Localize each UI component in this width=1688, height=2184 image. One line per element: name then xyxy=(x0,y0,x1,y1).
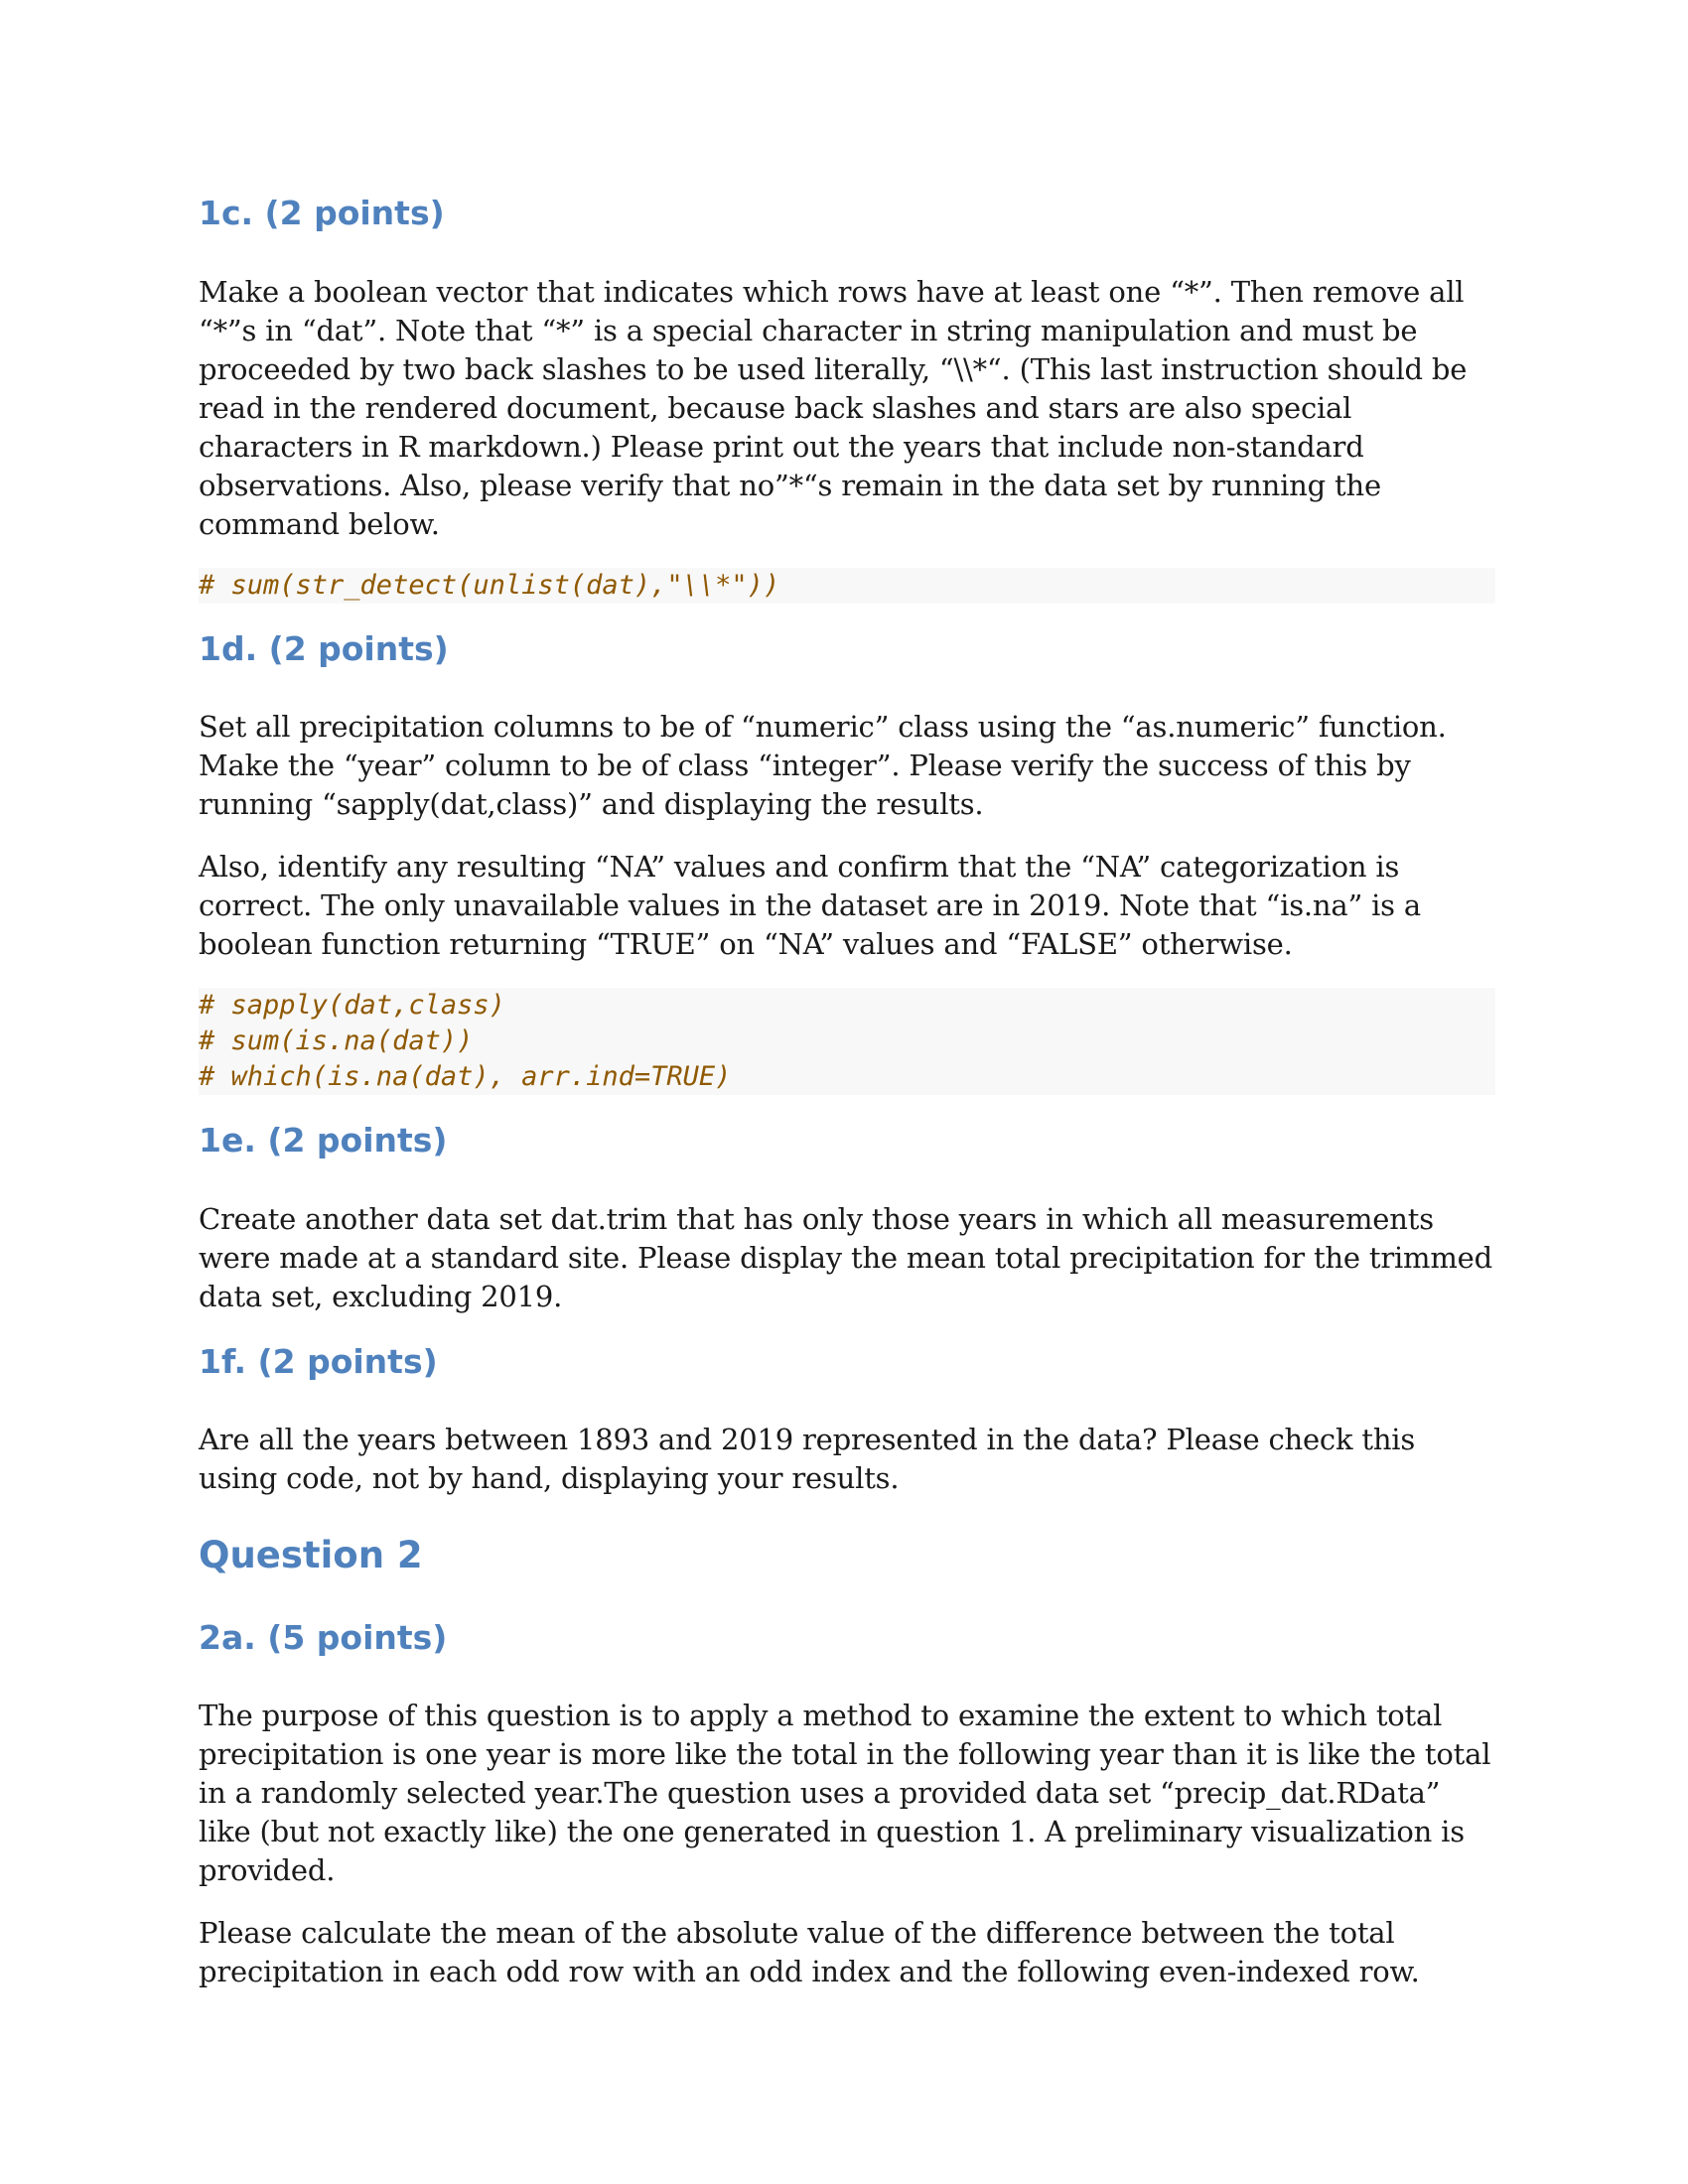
paragraph-1d-1: Set all precipitation columns to be of “numeric” class using the “as.numeric” function. Make the “year” column to be of class “integer”. Please verify the success of this by running “sapply(dat,class)” and displaying the results. xyxy=(199,710,1447,822)
paragraph-1e: Create another data set dat.trim that has only those years in which all measurements were made at a standard site. Please display the mean total precipitation for the trimmed data set, excluding 2019. xyxy=(199,1201,1492,1313)
code-line: # sum(is.na(dat)) xyxy=(199,1025,474,1057)
heading-1f: 1f. (2 points) xyxy=(199,1341,438,1381)
code-line: # sapply(dat,class) xyxy=(199,990,505,1022)
code-block-1d xyxy=(199,988,1495,1095)
heading-2a: 2a. (5 points) xyxy=(199,1617,448,1657)
heading-1d: 1d. (2 points) xyxy=(199,628,449,668)
heading-1c: 1c. (2 points) xyxy=(199,194,445,232)
paragraph-1c: Make a boolean vector that indicates which rows have at least one “*”. Then remove all “*”s in “dat”. Note that “*” is a special character in string manipulation and must be proceeded by two back slashes to be used literally, “\\*“. (This last instruction should be read in the rendered document, because back slashes and stars are also special characters in R markdown.) Please print out the years that include non-standard observations. Also, please verify that no”*“s remain in the data set by running the command below. xyxy=(199,274,1468,541)
code-line: # sum(str_detect(unlist(dat),"\\*")) xyxy=(199,569,780,601)
heading-question-2: Question 2 xyxy=(199,1534,423,1577)
code-block-1c xyxy=(199,568,1495,604)
paragraph-2a-1: The purpose of this question is to apply a method to examine the extent to which total precipitation is one year is more like the total in the following year than it is like the total in a randomly selected year.The question uses a provided data set “precip_dat.RData” like (but not exactly like) the one generated in question 1. A preliminary visualization is provided. xyxy=(199,1699,1491,1888)
heading-1e: 1e. (2 points) xyxy=(199,1121,448,1160)
paragraph-1f: Are all the years between 1893 and 2019 represented in the data? Please check this using code, not by hand, displaying your results. xyxy=(199,1423,1416,1496)
paragraph-2a-2: Please calculate the mean of the absolute value of the difference between the total precipitation in each odd row with an odd index and the following even-indexed row. xyxy=(199,1916,1420,1989)
paragraph-1d-2: Also, identify any resulting “NA” values and confirm that the “NA” categorization is correct. The only unavailable values in the dataset are in 2019. Note that “is.na” is a boolean function returning “TRUE” on “NA” values and “FALSE” otherwise. xyxy=(199,850,1421,962)
document-content xyxy=(199,194,1495,2015)
code-line: # which(is.na(dat), arr.ind=TRUE) xyxy=(199,1061,732,1093)
